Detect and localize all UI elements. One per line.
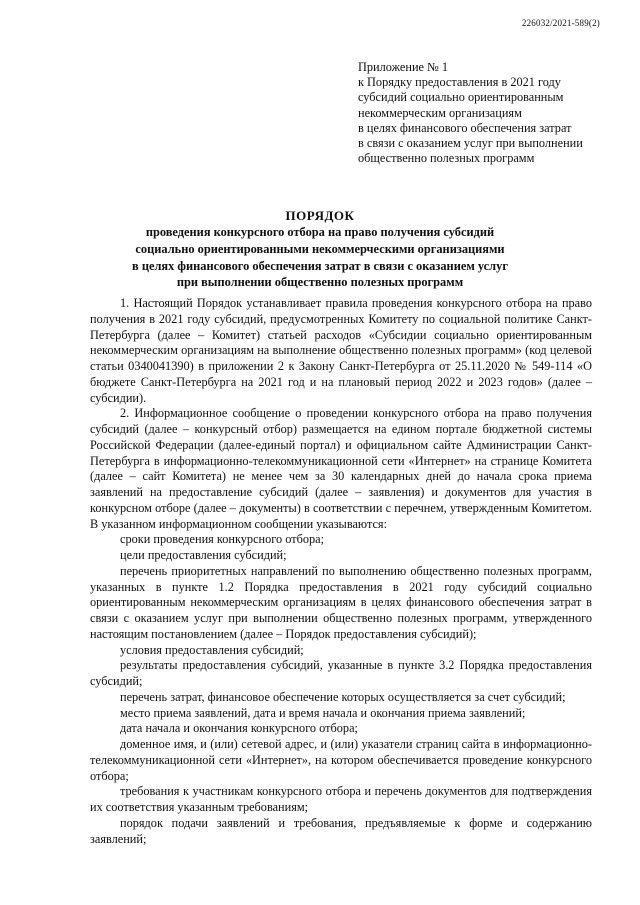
paragraph-2: 2. Информационное сообщение о проведении конкурсного отбора на право получения субсидий (далее – конкурсный отбор) размещается на едином портале бюджетной системы Российской Федерации (далее-единый портал) и официальном сайте Администрации Санкт-Петербурга в информационно-телекоммуникационной сети «Интернет» на странице Комитета (далее – сайт Комитета) не менее чем за 30 календарных дней до начала срока приема заявлений на предоставление субсидий (далее – заявления) и документов для участия в конкурсном отборе (далее – документы) в соответствии с перечнем, утвержденным Комитетом. В указанном информационном сообщении указываются: bbox=[90, 406, 592, 531]
appendix-line: субсидий социально ориентированным bbox=[358, 90, 564, 105]
list-item: требования к участникам конкурсного отбора и перечень документов для подтверждения их соответствия указанным требованиям; bbox=[90, 784, 592, 814]
appendix-line: общественно полезных программ bbox=[358, 151, 535, 166]
title-line: при выполнении общественно полезных программ bbox=[176, 275, 464, 290]
list-item: цели предоставления субсидий; bbox=[120, 548, 287, 562]
document-body bbox=[90, 296, 592, 847]
list-item: перечень приоритетных направлений по выполнению общественно полезных программ, указанных в пункте 1.2 Порядка предоставления в 2021 году субсидий социально ориентированным некоммерческим организациям в целях финансового обеспечения затрат в связи с оказанием услуг при выполнении общественно полезных программ, утвержденного настоящим постановлением (далее – Порядок предоставления субсидий); bbox=[90, 563, 592, 641]
paragraph-1: 1. Настоящий Порядок устанавливает правила проведения конкурсного отбора на право получения в 2021 году субсидий, предусмотренных Комитету по социальной политике Санкт-Петербурга (далее – Комитет) статьей расходов «Субсидии социально ориентированным некоммерческим организациям на выполнение общественно полезных программ» (код целевой статьи 0340041390) в приложении 2 к Закону Санкт-Петербурга от 25.11.2020 № 549-114 «О бюджете Санкт-Петербурга на 2021 год и на плановый период 2022 и 2023 годов» (далее – субсидии). bbox=[90, 296, 592, 405]
appendix-line: Приложение № 1 bbox=[358, 60, 449, 74]
document-title bbox=[60, 207, 580, 291]
appendix-line: некоммерческим организациям bbox=[358, 105, 522, 120]
document-code: 226032/2021-589(2) bbox=[521, 18, 600, 28]
list-item: место приема заявлений, дата и время начала и окончания приема заявлений; bbox=[120, 705, 526, 720]
appendix-line: в целях финансового обеспечения затрат bbox=[358, 120, 572, 135]
list-item: доменное имя, и (или) сетевой адрес, и (или) указатели страниц сайта в информационно-телекоммуникационной сети «Интернет», на котором обеспечивается проведение конкурсного отбора; bbox=[90, 737, 592, 783]
title-main: ПОРЯДОК bbox=[285, 208, 355, 223]
list-item: результаты предоставления субсидий, указанные в пункте 3.2 Порядка предоставления субсидий; bbox=[90, 658, 592, 688]
list-item: порядок подачи заявлений и требования, предъявляемые к форме и содержанию заявлений; bbox=[90, 815, 592, 846]
title-line: проведения конкурсного отбора на право получения субсидий bbox=[145, 225, 495, 239]
appendix-line: в связи с оказанием услуг при выполнении bbox=[358, 136, 583, 151]
appendix-line: к Порядку предоставления в 2021 году bbox=[358, 75, 561, 90]
title-line: в целях финансового обеспечения затрат в связи с оказанием услуг bbox=[132, 258, 508, 273]
list-item: дата начала и окончания конкурсного отбора; bbox=[120, 721, 358, 736]
appendix-block bbox=[358, 60, 608, 166]
list-item: условия предоставления субсидий; bbox=[120, 642, 304, 657]
title-line: социально ориентированными некоммерческими организациями bbox=[135, 241, 505, 256]
list-item: перечень затрат, финансовое обеспечение которых осуществляется за счет субсидий; bbox=[120, 689, 566, 704]
list-item: сроки проведения конкурсного отбора; bbox=[120, 532, 325, 547]
